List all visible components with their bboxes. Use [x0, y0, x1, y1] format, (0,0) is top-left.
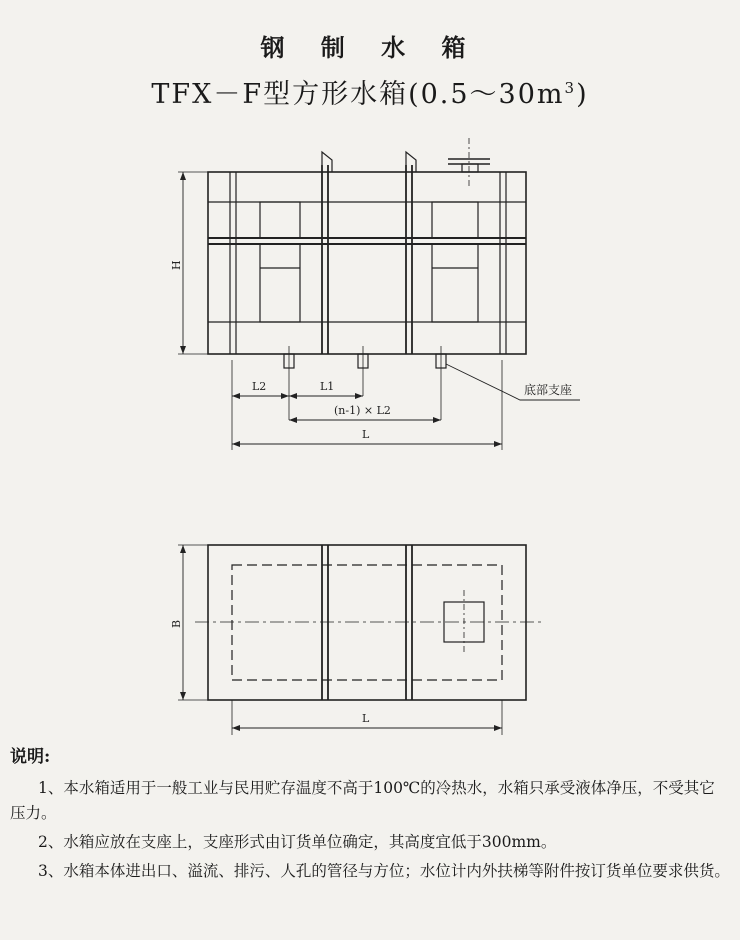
- subtitle-superscript: 3: [564, 79, 577, 97]
- dim-label-nL2: (n-1) × L2: [334, 404, 391, 417]
- notes-heading: 说明:: [10, 747, 51, 767]
- subtitle-text: TFX－F型方形水箱(0.5～30m: [151, 79, 565, 110]
- plan-inner-dashed: [232, 565, 502, 680]
- dim-label-L-front: L: [362, 428, 370, 441]
- dim-label-B: B: [170, 619, 183, 628]
- note-item-2: 2、水箱应放在支座上，支座形式由订货单位确定，其高度宜低于300mm。: [38, 833, 557, 851]
- plan-view: [178, 545, 545, 735]
- subtitle-close: ): [576, 79, 589, 110]
- note-item-3: 3、水箱本体进出口、溢流、排污、人孔的管径与方位；水位计内外扶梯等附件按订货单位要求供货。: [38, 862, 730, 880]
- dim-label-L1: L1: [320, 380, 335, 393]
- support-label: 底部支座: [524, 383, 573, 397]
- plan-outline: [208, 545, 526, 700]
- page-title: 钢 制 水 箱: [260, 33, 480, 62]
- dim-label-L2: L2: [252, 380, 267, 393]
- dim-label-L-plan: L: [362, 712, 370, 725]
- notes-section: [10, 745, 730, 888]
- dim-label-H: H: [170, 260, 183, 270]
- note-item-1: 1、本水箱适用于一般工业与民用贮存温度不高于100℃的冷热水，水箱只承受液体净压，不受其它压力。: [10, 779, 715, 822]
